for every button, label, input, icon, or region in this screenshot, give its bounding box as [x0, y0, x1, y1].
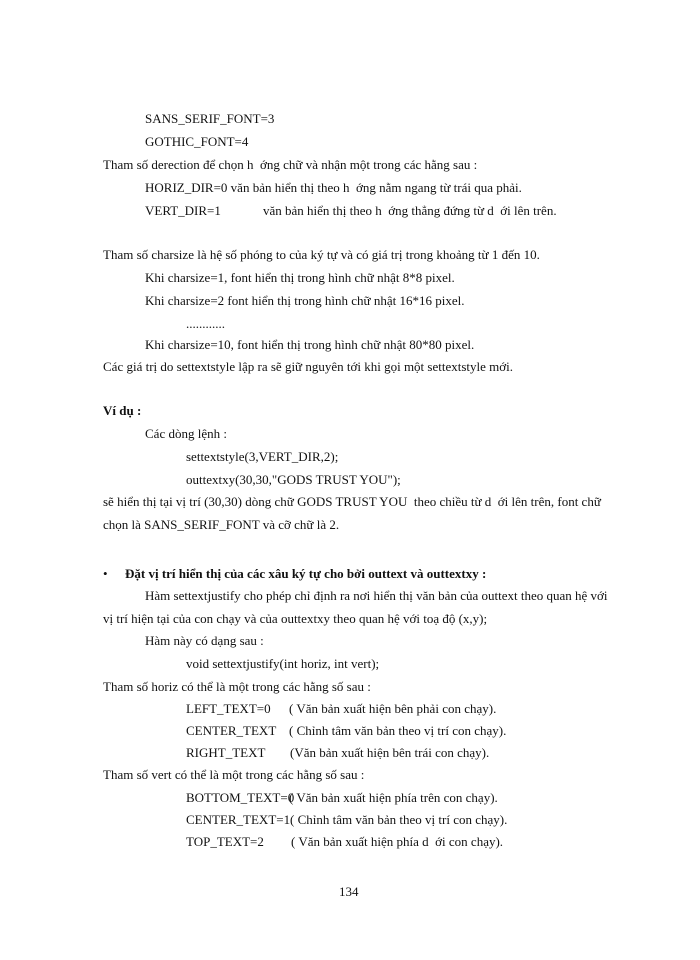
- page-number: 134: [339, 884, 359, 899]
- constant-desc: ( Văn bản xuất hiện phía d ới con chạy).: [291, 834, 504, 849]
- section-heading: Đặt vị trí hiển thị của các xâu ký tự cho bởi outtext và outtextxy :: [125, 566, 487, 581]
- text-line: VERT_DIR=1: [145, 203, 221, 218]
- constant-name: CENTER_TEXT: [186, 723, 277, 738]
- text-line: Khi charsize=1, font hiển thị trong hình chữ nhật 8*8 pixel.: [145, 270, 455, 285]
- constant-desc: ( Văn bản xuất hiện phía trên con chạy).: [289, 790, 498, 805]
- text-line: vị trí hiện tại của con chạy và của outtextxy theo quan hệ với toạ độ (x,y);: [103, 611, 488, 626]
- text-line: Hàm settextjustify cho phép chỉ định ra nơi hiển thị văn bản của outtext theo quan hệ với: [145, 588, 608, 603]
- text-line: Khi charsize=10, font hiển thị trong hình chữ nhật 80*80 pixel.: [145, 337, 475, 352]
- text-line: Hàm này có dạng sau :: [145, 633, 264, 648]
- text-line: GOTHIC_FONT=4: [145, 134, 249, 149]
- text-line: Tham số charsize là hệ số phóng to của ký tự và có giá trị trong khoảng từ 1 đến 10.: [103, 247, 540, 262]
- constant-name: RIGHT_TEXT: [186, 745, 266, 760]
- text-line: sẽ hiển thị tại vị trí (30,30) dòng chữ GODS TRUST YOU theo chiều từ d ới lên trên, font chữ: [103, 494, 601, 509]
- text-line: Tham số vert có thể là một trong các hằng số sau :: [103, 767, 365, 782]
- text-line: HORIZ_DIR=0 văn bản hiển thị theo h ớng nằm ngang từ trái qua phải.: [145, 180, 522, 195]
- constant-desc: (Văn bản xuất hiện bên trái con chạy).: [290, 745, 490, 760]
- constant-name: CENTER_TEXT=1: [186, 812, 291, 827]
- text-line: Khi charsize=2 font hiển thị trong hình chữ nhật 16*16 pixel.: [145, 293, 465, 308]
- text-line: ............: [186, 316, 225, 331]
- text-line: chọn là SANS_SERIF_FONT và cỡ chữ là 2.: [103, 517, 340, 532]
- constant-name: BOTTOM_TEXT=0: [186, 790, 295, 805]
- constant-desc: ( Chỉnh tâm văn bản theo vị trí con chạy).: [290, 812, 508, 827]
- code-line: outtextxy(30,30,"GODS TRUST YOU");: [186, 472, 401, 487]
- code-line: void settextjustify(int horiz, int vert);: [186, 656, 380, 671]
- constant-name: LEFT_TEXT=0: [186, 701, 271, 716]
- section-heading: Ví dụ :: [103, 403, 142, 418]
- constant-desc: ( Văn bản xuất hiện bên phải con chạy).: [289, 701, 497, 716]
- constant-desc: ( Chỉnh tâm văn bản theo vị trí con chạy).: [289, 723, 507, 738]
- text-line: SANS_SERIF_FONT=3: [145, 111, 275, 126]
- code-line: settextstyle(3,VERT_DIR,2);: [186, 449, 339, 464]
- text-line: văn bản hiển thị theo h ớng thẳng đứng từ d ới lên trên.: [263, 203, 557, 218]
- text-line: Tham số horiz có thể là một trong các hằng số sau :: [103, 679, 371, 694]
- constant-name: TOP_TEXT=2: [186, 834, 264, 849]
- text-line: Các giá trị do settextstyle lập ra sẽ giữ nguyên tới khi gọi một settextstyle mới.: [103, 359, 514, 374]
- text-line: Các dòng lệnh :: [145, 426, 227, 441]
- text-line: Tham số derection để chọn h ớng chữ và nhận một trong các hằng sau :: [103, 157, 478, 172]
- bullet-icon: •: [103, 566, 108, 581]
